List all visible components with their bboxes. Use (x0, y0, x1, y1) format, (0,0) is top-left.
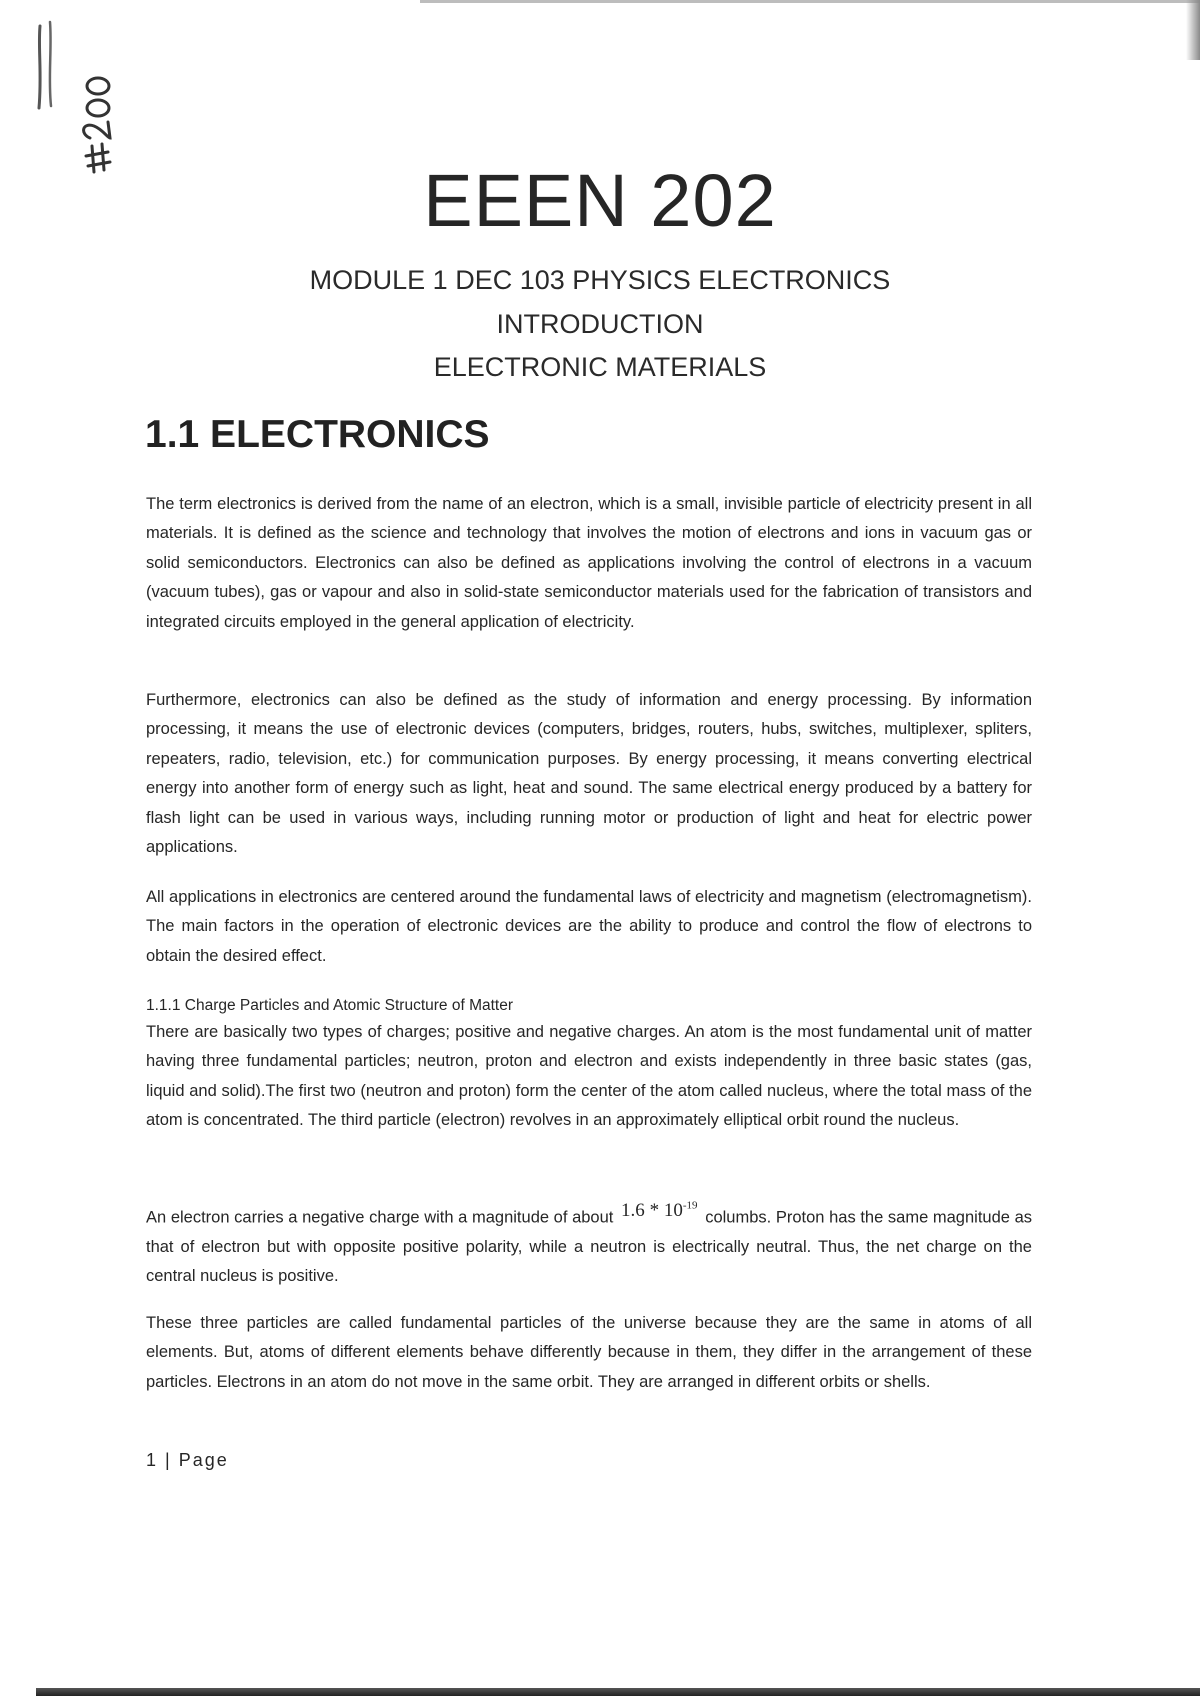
charge-formula (618, 1200, 701, 1221)
charge-text-before: An electron carries a negative charge with a magnitude of about (146, 1208, 614, 1227)
subtitle-materials: ELECTRONIC MATERIALS (433, 352, 767, 382)
scan-edge-bottom (36, 1688, 1200, 1696)
scan-edge-right (1186, 0, 1200, 60)
paragraph-fundamental-particles: These three particles are called fundamental particles of the universe because they are the same in atoms of all elements. But, atoms of different elements behave differently because in them, they differ in the arrangement of these particles. Electrons in an atom do not move in the same orbit. They are arranged in different orbits or shells. (146, 1314, 1032, 1391)
paragraph-electron-charge (146, 1198, 1032, 1292)
section-heading: 1.1 ELECTRONICS (145, 413, 490, 456)
margin-scribble (28, 18, 68, 118)
scan-edge-top (420, 0, 1200, 3)
paragraph-definition: The term electronics is derived from the name of an electron, which is a small, invisible particle of electricity present in all materials. It is defined as the science and technology that involves the motion of electrons and ions in vacuum gas or solid semiconductors. Electronics can also be defined as applications involving the control of electrons in a vacuum (vacuum tubes), gas or vapour and also in solid-state semiconductor materials used for the fabrication of transistors and integrated circuits employed in the general application of electricity. (146, 495, 1032, 631)
charge-text-after: columbs. Proton has the same magnitude as that of electron but with opposite positive polarity, while a neutron is electrically neutral. Thus, the net charge on the central nucleus is positive. (146, 1208, 1032, 1286)
paragraph-applications: All applications in electronics are centered around the fundamental laws of electricity and magnetism (electromagnetism). The main factors in the operation of electronic devices are the ability to produce and control the flow of electrons to obtain the desired effect. (146, 888, 1032, 965)
subtitle-module: MODULE 1 DEC 103 PHYSICS ELECTRONICS (309, 265, 891, 295)
formula-base: 1.6 * 10 (621, 1200, 683, 1222)
formula-exponent: -19 (682, 1200, 698, 1212)
paragraph-charges: There are basically two types of charges; positive and negative charges. An atom is the most fundamental unit of matter having three fundamental particles; neutron, proton and electron and exists independently in three basic states (gas, liquid and solid).The first two (neutron and proton) form the center of the atom called nucleus, where the total mass of the atom is concentrated. The third particle (electron) revolves in an approximately elliptical orbit round the nucleus. (146, 1023, 1032, 1130)
paragraph-processing: Furthermore, electronics can also be defined as the study of information and energy processing. By information processing, it means the use of electronic devices (computers, bridges, routers, hubs, switches, multiplexer, spliters, repeaters, radio, television, etc.) for communication purposes. By energy processing, it means converting electrical energy into another form of energy such as light, heat and sound. The same electrical energy produced by a battery for flash light can be used in various ways, including running motor or production of light and heat for electric power applications. (146, 691, 1032, 857)
subsection-title: 1.1.1 Charge Particles and Atomic Structure of Matter (146, 997, 514, 1014)
document-title: EEEN 202 (423, 159, 777, 242)
subtitle-introduction: INTRODUCTION (496, 309, 704, 339)
page-number: 1 | Page (146, 1450, 229, 1470)
